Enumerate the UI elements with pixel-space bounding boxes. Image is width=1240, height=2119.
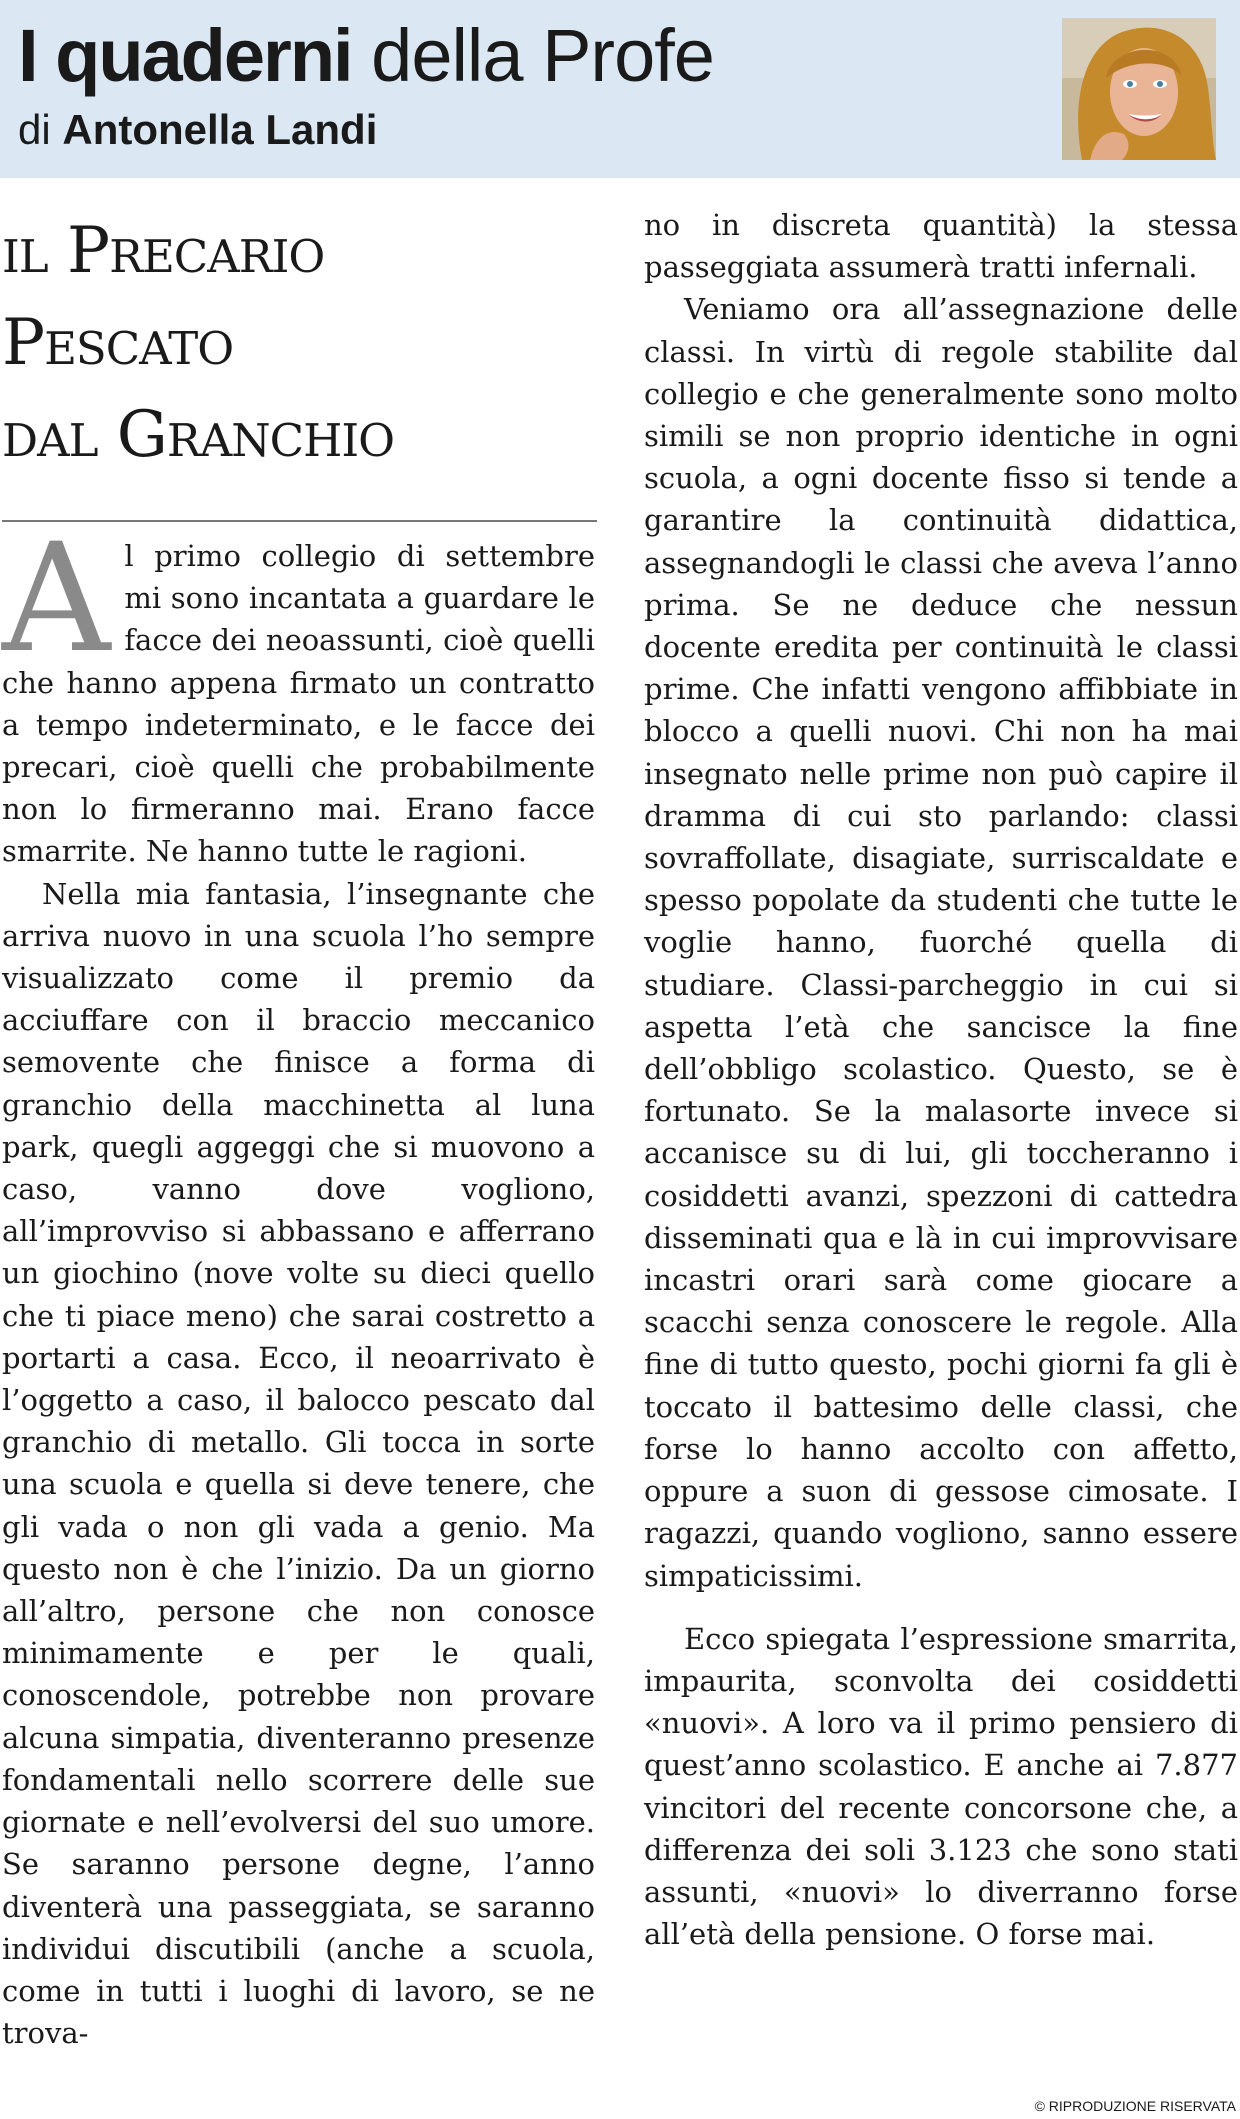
- column-header: [0, 0, 1240, 178]
- article-paragraph: Nella mia fantasia, l’insegnante che arriva nuovo in una scuola l’ho sempre visualizzato come il premio da acciuffare con il braccio meccanico semovente che finisce a forma di granchio della macchinetta al luna park, quegli aggeggi che si muovono a caso, vanno dove vogliono, all’improvviso si abbassano e afferrano un giochino (nove volte su dieci quello che ti piace meno) che sarai costretto a portarti a casa. Ecco, il neoarrivato è l’oggetto a caso, il balocco pescato dal granchio di metallo. Gli tocca in sorte una scuola e quella si deve tenere, che gli vada o non gli vada a genio. Ma questo non è che l’inizio. Da un giorno all’altro, persone che non conosce minimamente e per le quali, conoscendole, potrebbe non provare alcuna simpatia, diventeranno presenze fondamentali nello scorrere delle sue giornate e nell’evolversi del suo umore. Se saranno persone degne, l’anno diventerà una passeggiata, se saranno individui discutibili (anche a scuola, come in tutti i luoghi di lavoro, se ne trova-: [2, 876, 595, 2051]
- copyright-notice: © RIPRODUZIONE RISERVATA: [1034, 2098, 1236, 2114]
- headline-line: dal Granchio: [2, 398, 395, 472]
- article-column-left: [2, 512, 595, 2054]
- article-paragraph: Veniamo ora all’assegnazione delle classi. In virtù di regole stabilite dal collegio e che generalmente sono molto simili se non proprio identiche in ogni scuola, a ogni docente fisso si tende a garantire la continuità didattica, assegnandogli le classi che aveva l’anno prima. Se ne deduce che nessun docente eredita per continuità le classi prime. Che infatti vengono affibbiate in blocco a quelli nuovi. Chi non ha mai insegnato nelle prime non può capire il dramma di cui sto parlando: classi sovraffollate, disagiate, surriscaldate e spesso popolate da studenti che tutte le voglie hanno, fuorché quella di studiare. Classi-parcheggio in cui si aspetta l’età che sancisce la fine dell’obbligo scolastico. Questo, se è fortunato. Se la malasorte invece si accanisce su di lui, gli toccheranno i cosiddetti avanzi, spezzoni di cattedra disseminati qua e là in cui improvvisare incastri orari sarà come giocare a scacchi senza conoscere le regole. Alla fine di tutto questo, pochi giorni fa gli è toccato il battesimo delle classi, che forse lo hanno accolto con affetto, oppure a suon di gessose cimosate. I ragazzi, quando vogliono, sanno essere simpaticissimi.: [644, 292, 1238, 1593]
- article-column-right: [644, 204, 1238, 1955]
- author-photo: [1062, 18, 1216, 160]
- drop-cap: A: [2, 512, 111, 686]
- rubric-title-strong: I quaderni: [18, 14, 352, 97]
- article-paragraph: [2, 512, 595, 873]
- author-portrait-icon: [1062, 18, 1216, 160]
- byline-author: Antonella Landi: [62, 106, 378, 153]
- paragraph-text: l primo collegio di settembre mi sono incantata a guardare le facce dei neoassunti, cioè quelli che hanno appena firmato un contratto a tempo indeterminato, e le facce dei precari, cioè quelli che probabilmente non lo firmeranno mai. Erano facce smarrite. Ne hanno tutte le ragioni.: [2, 539, 595, 869]
- rubric-title-rest: della Profe: [351, 14, 714, 97]
- headline-line: Pescato: [2, 306, 234, 380]
- byline-prefix: di: [18, 106, 63, 153]
- rubric-title: [18, 8, 714, 104]
- byline: [18, 100, 377, 160]
- headline: [2, 205, 592, 481]
- headline-line: il Precario: [2, 214, 325, 288]
- article-paragraph: Ecco spiegata l’espressione smarrita, impaurita, sconvolta dei cosiddetti «nuovi». A loro va il primo pensiero di quest’anno scolastico. E anche ai 7.877 vincitori del recente concorsone che, a differenza dei soli 3.123 che sono stati assunti, «nuovi» lo diverranno forse all’età della pensione. O forse mai.: [644, 1621, 1238, 1952]
- article-paragraph: no in discreta quantità) la stessa passeggiata assumerà tratti infernali.: [644, 208, 1238, 285]
